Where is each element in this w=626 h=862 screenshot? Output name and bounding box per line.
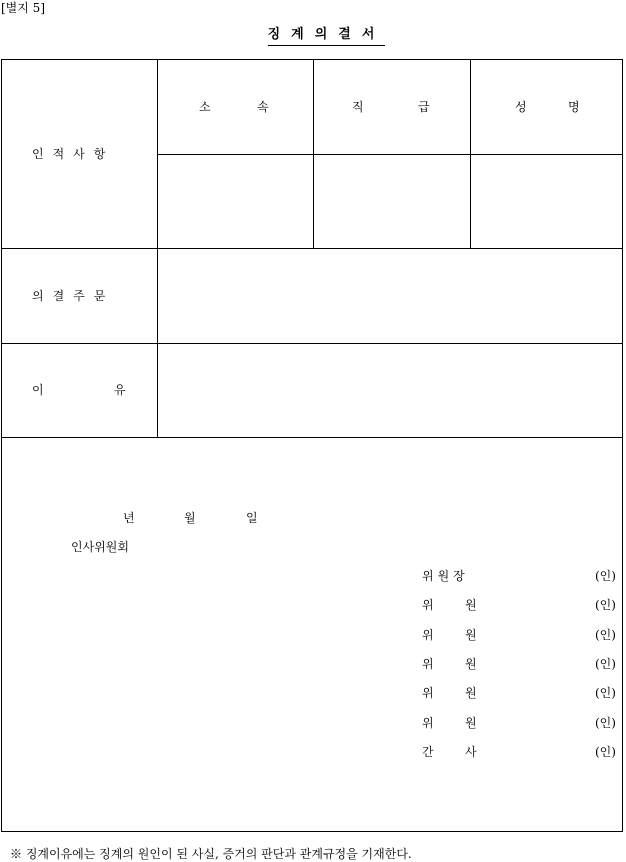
signatory-member-2-seal: (인)	[595, 628, 616, 642]
column-header-affiliation-second: 속	[257, 100, 269, 114]
column-header-rank-first: 직	[352, 100, 364, 114]
signatory-secretary-seal: (인)	[595, 745, 616, 759]
reason-label-second: 유	[114, 383, 126, 397]
committee-name: 인사위원회	[71, 540, 129, 554]
date-year: 년	[123, 511, 135, 525]
date-month: 월	[184, 511, 196, 525]
resolution-value-cell[interactable]	[158, 249, 623, 343]
signatory-member-1-first: 위	[422, 598, 434, 612]
reason-label-first: 이	[32, 383, 44, 397]
signatory-member-1-second: 원	[465, 598, 477, 612]
rank-value-cell[interactable]	[314, 155, 470, 248]
name-value-cell[interactable]	[471, 155, 623, 248]
column-header-affiliation-first: 소	[199, 100, 211, 114]
annex-label: [별지 5]	[1, 1, 45, 15]
document-title-text: 징계의결서	[268, 26, 386, 46]
row-divider-3	[2, 437, 623, 438]
signatory-chair-seal: (인)	[595, 569, 616, 583]
personal-info-label: 인적사항	[32, 147, 115, 161]
affiliation-value-cell[interactable]	[158, 155, 313, 248]
signatory-secretary-first: 간	[422, 745, 434, 759]
signatory-member-3-first: 위	[422, 657, 434, 671]
reason-value-cell[interactable]	[158, 344, 623, 437]
column-header-rank-second: 급	[418, 100, 430, 114]
signatory-member-1-seal: (인)	[595, 598, 616, 612]
signatory-member-4-seal: (인)	[595, 686, 616, 700]
resolution-form	[1, 59, 623, 832]
signatory-member-4-second: 원	[465, 686, 477, 700]
footnote: ※ 징계이유에는 징계의 원인이 된 사실, 증거의 판단과 관계규정을 기재한다.	[10, 847, 412, 861]
signatory-member-3-second: 원	[465, 657, 477, 671]
signatory-member-2-second: 원	[465, 628, 477, 642]
signatory-secretary-second: 사	[465, 745, 477, 759]
signatory-member-2-first: 위	[422, 628, 434, 642]
signatory-member-5-first: 위	[422, 716, 434, 730]
signatory-member-5-second: 원	[465, 716, 477, 730]
signatory-chair-label: 위원장	[422, 569, 469, 583]
signatory-member-5-seal: (인)	[595, 716, 616, 730]
date-day: 일	[246, 511, 258, 525]
signatory-member-3-seal: (인)	[595, 657, 616, 671]
column-header-name-first: 성	[515, 100, 527, 114]
column-header-name-second: 명	[568, 100, 580, 114]
document-title	[0, 26, 626, 46]
resolution-label: 의결주문	[32, 289, 115, 303]
signatory-member-4-first: 위	[422, 686, 434, 700]
